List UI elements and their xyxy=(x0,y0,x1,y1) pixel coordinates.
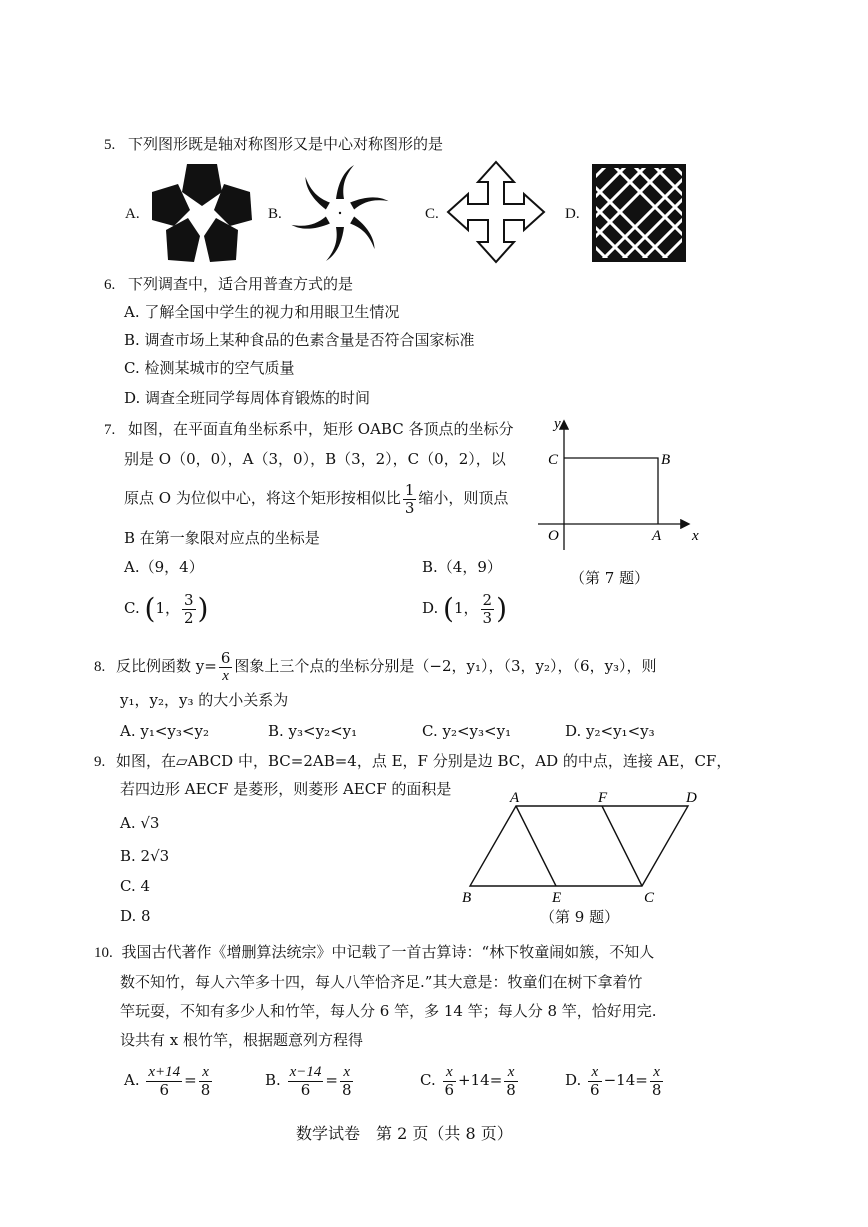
q7-option-c-fraction xyxy=(182,592,196,627)
q7-option-c-label: C. xyxy=(124,599,140,617)
q10-option-b-label: B. xyxy=(265,1071,281,1089)
q10-option-d-label: D. xyxy=(565,1071,582,1089)
q10-d-num1: x xyxy=(588,1064,602,1082)
q10-a-num2: x xyxy=(199,1064,213,1082)
q7-option-d-int: 1， xyxy=(453,599,479,617)
q8-number: 8. xyxy=(94,659,106,675)
q6-option-b: B. 调查市场上某种食品的色素含量是否符合国家标准 xyxy=(124,331,475,349)
q10-option-a-label: A. xyxy=(124,1071,140,1089)
blade-3 xyxy=(345,217,383,250)
q7-ratio-fraction xyxy=(403,482,417,517)
q10-a-den2: 8 xyxy=(200,1080,211,1099)
q8-line1 xyxy=(94,646,657,687)
q5-option-d-weave-square xyxy=(590,162,688,264)
q5-option-c-arrow-cross xyxy=(446,160,546,264)
parallelogram-abcd xyxy=(470,806,688,886)
q8-fraction xyxy=(219,650,233,685)
q10-option-b-frac2 xyxy=(340,1064,354,1099)
q6-option-d: D. 调查全班同学每周体育锻炼的时间 xyxy=(124,389,371,407)
q10-c-mid: +14= xyxy=(458,1071,503,1089)
q10-line3: 竿玩耍，不知有多少人和竹竿，每人分 6 竿，多 14 竿；每人分 8 竿，恰好用完. xyxy=(120,1002,657,1020)
q8-frac-num: 6 xyxy=(220,648,231,667)
q10-option-c-frac2 xyxy=(504,1064,518,1099)
q8-option-d: D. y₂<y₁<y₃ xyxy=(565,722,655,740)
q7-ratio-den: 3 xyxy=(404,498,415,517)
q10-option-a-frac2 xyxy=(199,1064,213,1099)
q7-option-d-fraction xyxy=(481,592,495,627)
label-o: O xyxy=(548,528,559,544)
q9-option-c: C. 4 xyxy=(120,877,151,895)
four-way-arrow xyxy=(448,162,544,262)
q10-a-den1: 6 xyxy=(159,1080,170,1099)
q10-line4: 设共有 x 根竹竿，根据题意列方程得 xyxy=(120,1031,363,1049)
q6-number: 6. xyxy=(104,277,116,293)
q5-option-b-pinwheel xyxy=(288,162,392,264)
q8-pre: 反比例函数 y= xyxy=(116,657,217,675)
q10-c-den2: 8 xyxy=(506,1080,516,1099)
center-dot xyxy=(339,212,341,214)
blade-2 xyxy=(350,186,388,219)
q7-line3-post: 缩小，则顶点 xyxy=(418,489,509,507)
q5-option-c-label: C. xyxy=(425,206,439,222)
q9-parallelogram-figure xyxy=(456,786,706,908)
q10-option-a xyxy=(124,1060,214,1100)
q10-option-d-frac2 xyxy=(650,1064,664,1099)
q7-line1 xyxy=(104,419,513,440)
q5-stem-line xyxy=(104,134,443,155)
label-e: E xyxy=(552,890,562,906)
q10-line1-text: 我国古代著作《增删算法统宗》中记载了一首古算诗：“林下牧童闹如簇，不知人 xyxy=(121,943,655,961)
q10-option-c xyxy=(420,1060,520,1100)
q10-option-d xyxy=(565,1060,665,1100)
q10-d-mid: −14= xyxy=(603,1071,648,1089)
q8-option-b: B. y₃<y₂<y₁ xyxy=(268,722,358,740)
segment-ae xyxy=(516,806,556,886)
q10-option-c-frac1 xyxy=(443,1064,457,1099)
q10-option-b xyxy=(265,1060,355,1100)
q10-b-den2: 8 xyxy=(341,1080,352,1099)
q7-number: 7. xyxy=(104,422,116,438)
q10-c-num2: x xyxy=(504,1064,518,1082)
q10-b-den1: 6 xyxy=(300,1080,311,1099)
q10-number: 10. xyxy=(94,945,113,961)
q10-line2: 数不知竹，每人六竿多十四，每人八竿恰齐足.”其大意是：牧童们在树下拿着竹 xyxy=(120,973,643,991)
q7-caption: （第 7 题） xyxy=(570,569,650,587)
q7-option-d-label: D. xyxy=(422,599,439,617)
label-a: A xyxy=(510,790,520,806)
q10-b-eq: = xyxy=(325,1071,338,1089)
q7-option-c-den: 2 xyxy=(183,608,194,627)
q7-ratio-num: 1 xyxy=(404,480,415,499)
q7-coordinate-figure xyxy=(530,412,710,552)
q10-d-den2: 8 xyxy=(651,1080,662,1099)
q9-option-a: A. √3 xyxy=(120,814,160,832)
q6-option-a: A. 了解全国中学生的视力和用眼卫生情况 xyxy=(124,303,400,321)
q7-option-c-num: 3 xyxy=(183,590,194,609)
q5-number: 5. xyxy=(104,137,116,153)
q8-option-c: C. y₂<y₃<y₁ xyxy=(422,722,512,740)
q10-option-d-frac1 xyxy=(588,1064,602,1099)
q7-option-d: D. (1， $\frac{2}{3}$ ) xyxy=(422,590,508,627)
q7-line2: 别是 O（0，0），A（3，0），B（3，2），C（0，2），以 xyxy=(124,450,506,468)
q8-frac-den: x xyxy=(222,667,229,684)
q9-option-b: B. 2√3 xyxy=(120,847,170,865)
q9-line1-text: 如图，在▱ABCD 中，BC=2AB=4，点 E，F 分别是边 BC，AD 的中点，连接 AE，CF， xyxy=(116,752,732,770)
q10-option-c-label: C. xyxy=(420,1071,436,1089)
q10-c-den1: 6 xyxy=(444,1080,455,1099)
q7-option-c: C. (1， $\frac{3}{2}$ ) xyxy=(124,590,209,627)
q9-caption: （第 9 题） xyxy=(540,908,620,926)
label-x: x xyxy=(692,528,699,544)
q10-d-den1: 6 xyxy=(590,1080,600,1099)
blade-6 xyxy=(296,177,334,210)
label-f: F xyxy=(598,790,608,806)
q9-option-d: D. 8 xyxy=(120,907,151,925)
q5-option-a-label: A. xyxy=(125,206,140,222)
q5-option-b-label: B. xyxy=(268,206,282,222)
label-b: B xyxy=(661,452,671,468)
q10-c-num1: x xyxy=(443,1064,457,1082)
q10-option-a-frac1 xyxy=(146,1064,182,1099)
q9-line2: 若四边形 AECF 是菱形，则菱形 AECF 的面积是 xyxy=(120,780,452,798)
q6-stem-line xyxy=(104,274,353,295)
q7-option-b: B.（4，9） xyxy=(422,558,502,576)
q10-option-b-frac1 xyxy=(288,1064,324,1099)
blade-1 xyxy=(336,165,354,199)
q10-b-num1: x−14 xyxy=(289,1063,322,1080)
pentagon-top xyxy=(182,164,222,206)
q10-d-num2: x xyxy=(650,1064,664,1082)
q9-number: 9. xyxy=(94,754,106,770)
q7-option-a: A.（9，4） xyxy=(124,558,204,576)
q8-option-a: A. y₁<y₃<y₂ xyxy=(120,722,209,740)
label-c: C xyxy=(644,890,655,906)
segment-cf xyxy=(602,806,642,886)
label-a: A xyxy=(652,528,662,544)
rectangle-oabc xyxy=(564,458,658,524)
q10-line1 xyxy=(94,942,654,963)
q7-line3 xyxy=(124,478,508,518)
q7-option-c-int: 1， xyxy=(155,599,180,617)
q10-a-eq: = xyxy=(184,1071,197,1089)
q6-option-c: C. 检测某城市的空气质量 xyxy=(124,359,295,377)
q7-line4: B 在第一象限对应点的坐标是 xyxy=(124,529,320,547)
q5-option-d-label: D. xyxy=(565,206,580,222)
q6-stem: 下列调查中，适合用普查方式的是 xyxy=(128,275,354,293)
q7-line1-text: 如图，在平面直角坐标系中，矩形 OABC 各顶点的坐标分 xyxy=(128,420,514,438)
label-y: y xyxy=(554,416,561,432)
q7-line3-pre: 原点 O 为位似中心，将这个矩形按相似比 xyxy=(124,489,401,507)
q10-b-num2: x xyxy=(340,1064,354,1082)
q10-a-num1: x+14 xyxy=(148,1063,181,1080)
blade-5 xyxy=(291,208,329,241)
q8-line2: y₁，y₂，y₃ 的大小关系为 xyxy=(120,691,289,709)
label-b: B xyxy=(462,890,472,906)
label-c: C xyxy=(548,452,559,468)
q5-stem: 下列图形既是轴对称图形又是中心对称图形的是 xyxy=(128,135,444,153)
q5-option-a-pentagons xyxy=(150,162,254,264)
q7-option-d-den: 3 xyxy=(482,608,493,627)
q7-option-d-num: 2 xyxy=(482,590,493,609)
page-footer: 数学试卷 第 2 页（共 8 页） xyxy=(296,1124,513,1143)
blade-4 xyxy=(326,227,344,261)
label-d: D xyxy=(686,790,697,806)
q8-post: 图象上三个点的坐标分别是（−2，y₁），（3，y₂），（6，y₃），则 xyxy=(234,657,657,675)
q9-line1 xyxy=(94,751,731,772)
